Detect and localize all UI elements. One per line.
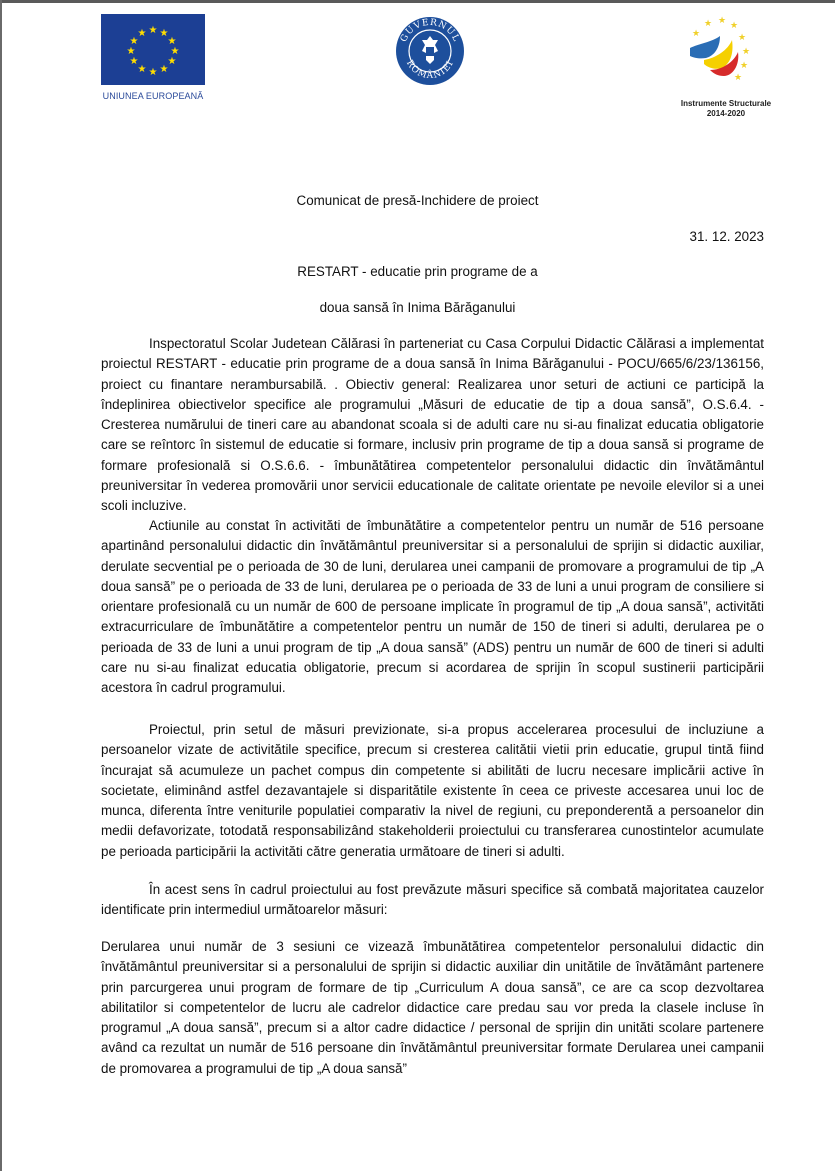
project-heading-line2: doua sansă în Inima Bărăganului: [319, 300, 516, 315]
svg-text:★: ★: [137, 64, 147, 75]
logo-header: [0, 0, 835, 120]
svg-text:★: ★: [741, 47, 751, 57]
paragraph-intro: Inspectoratul Scolar Judetean Călărasi în parteneriat cu Casa Corpului Didactic Călărasi a implementat proiectul RESTART - educatie prin programe de a doua sansă în Inima Bărăganului - POCU/665/6/23/136156, proiect cu finantare nerambursabilă. . Obiectiv general: Realizarea unor seturi de actiuni ce participă la îndeplinirea obiectivelor specifice ale programului „Măsuri de educatie de tip a doua sansă”, O.S.6.4. - Cresterea numărului de tineri care au abandonat scoala si de adulti care nu si-au finalizat educatia obligatorie care se reîntorc în sistemul de educatie si formare, inclusiv prin programe de tip a doua sansă si programe de formare profesională si O.S.6.6. - îmbunătătirea competentelor personalului didactic din învătământul preuniversitar în vederea promovării unor servicii educationale de calitate orientate pe nevoile elevilor si a unei scoli incluzive.: [101, 336, 764, 514]
is-caption-line1: Instrumente Structurale: [680, 99, 772, 108]
svg-text:ROMÂNIEI: ROMÂNIEI: [403, 58, 457, 82]
svg-text:★: ★: [170, 46, 180, 57]
svg-text:★: ★: [137, 28, 147, 39]
svg-text:★: ★: [733, 73, 743, 83]
svg-text:★: ★: [148, 67, 158, 78]
instrumente-structurale-icon: [668, 12, 784, 92]
window-frame-left: [0, 0, 2, 1171]
svg-text:★: ★: [129, 56, 139, 67]
svg-text:★: ★: [737, 33, 747, 43]
instrumente-structurale-logo: [668, 12, 784, 119]
guvernul-romaniei-seal-icon: [395, 16, 465, 86]
paragraph-project-goals: Proiectul, prin setul de măsuri previzionate, si-a propus accelerarea procesului de incluziune a persoanelor vizate de activitătile specifice, precum si cresterea calitătii vietii prin educatie, grupul tintă fiind încurajat să acumuleze un pachet compus din competente si abilităti de lucru necesare implicării active în societate, eliminând astfel dezavantajele si disparitătile existente în ceea ce priveste accesarea unui loc de munca, diferenta între veniturile populatiei comparativ la nivel de regiuni, cu preponderentă a persoanelor din medii defavorizate, totodată responsabilizând stakeholderii proiectului cu transferarea cunostintelor acumulate pe perioada participării la activităti către generatia următoare de tineri si adulti.: [101, 722, 764, 859]
project-heading-line1: RESTART - educatie prin programe de a: [297, 264, 538, 279]
svg-text:★: ★: [717, 16, 727, 26]
paragraph-sessions: Derularea unui număr de 3 sesiuni ce vizează îmbunătătirea competentelor personalului didactic din învătământul preuniversitar si a personalului de sprijin si didactic auxiliar din unitătile de învătământ partenere prin parcurgerea unui program de formare de tip „Curriculum A doua sansă”, ce are ca scop dezvoltarea abilitatilor si competentelor de lucru ale cadrelor didactice care predau sau vor preda la clasele incluse în programul „A doua sansă”, precum si a altor cadre didactice / personal de sprijin din unităti scolare partenere având ca rezultat un număr de 516 persoane din învătământul preuniversitar formate Derularea unei campanii de promovarea a programului de tip „A doua sansă”: [101, 939, 764, 1076]
svg-text:★: ★: [148, 25, 158, 36]
svg-text:★: ★: [159, 28, 169, 39]
svg-text:★: ★: [739, 61, 749, 71]
instrumente-structurale-caption: [668, 99, 784, 119]
svg-text:★: ★: [129, 36, 139, 47]
paragraph-actions: Actiunile au constat în activităti de îmbunătătire a competentelor pentru un număr de 516 persoane apartinând personalului didactic din învătământul preuniversitar si a personalului de sprijin si didactic auxiliar, derulate secvential pe o perioada de 30 de luni, derularea unei campanii de promovare a programului de tip „A doua sansă” pe o perioada de 33 de luni, derularea pe o perioada de 33 de luni a unui program de consiliere si orientare profesională cu un număr de 600 de persoane implicate în programul de tip „A doua sansă”, activităti extracurriculare de îmbunătătire a competentelor pentru un număr de 150 de tineri si adulti, derularea pe o perioada de 33 de luni a unui program de tip „A doua sansă” (ADS) pentru un număr de 600 de tineri si adulti care nu si-au finalizat educatia obligatorie, precum si acordarea de sprijin în scopul sustinerii participării acestora în cadrul programului.: [101, 518, 764, 696]
eu-logo: [101, 14, 205, 101]
eu-flag-icon: [101, 14, 205, 85]
svg-text:★: ★: [167, 36, 177, 47]
svg-text:★: ★: [703, 19, 713, 29]
document-title: Comunicat de presă-Inchidere de proiect: [296, 193, 539, 208]
eu-caption: UNIUNEA EUROPEANĂ: [102, 91, 204, 101]
svg-text:★: ★: [691, 29, 701, 39]
svg-text:GUVERNUL: GUVERNUL: [398, 17, 462, 44]
svg-text:★: ★: [729, 21, 739, 31]
svg-text:★: ★: [126, 46, 136, 57]
paragraph-measures-intro: În acest sens în cadrul proiectului au fost prevăzute măsuri specifice să combată majoritatea cauzelor identificate prin intermediul următoarelor măsuri:: [101, 882, 764, 918]
svg-text:★: ★: [159, 64, 169, 75]
document-date: 31. 12. 2023: [689, 229, 764, 244]
svg-text:★: ★: [167, 56, 177, 67]
is-caption-line2: 2014-2020: [706, 109, 746, 118]
